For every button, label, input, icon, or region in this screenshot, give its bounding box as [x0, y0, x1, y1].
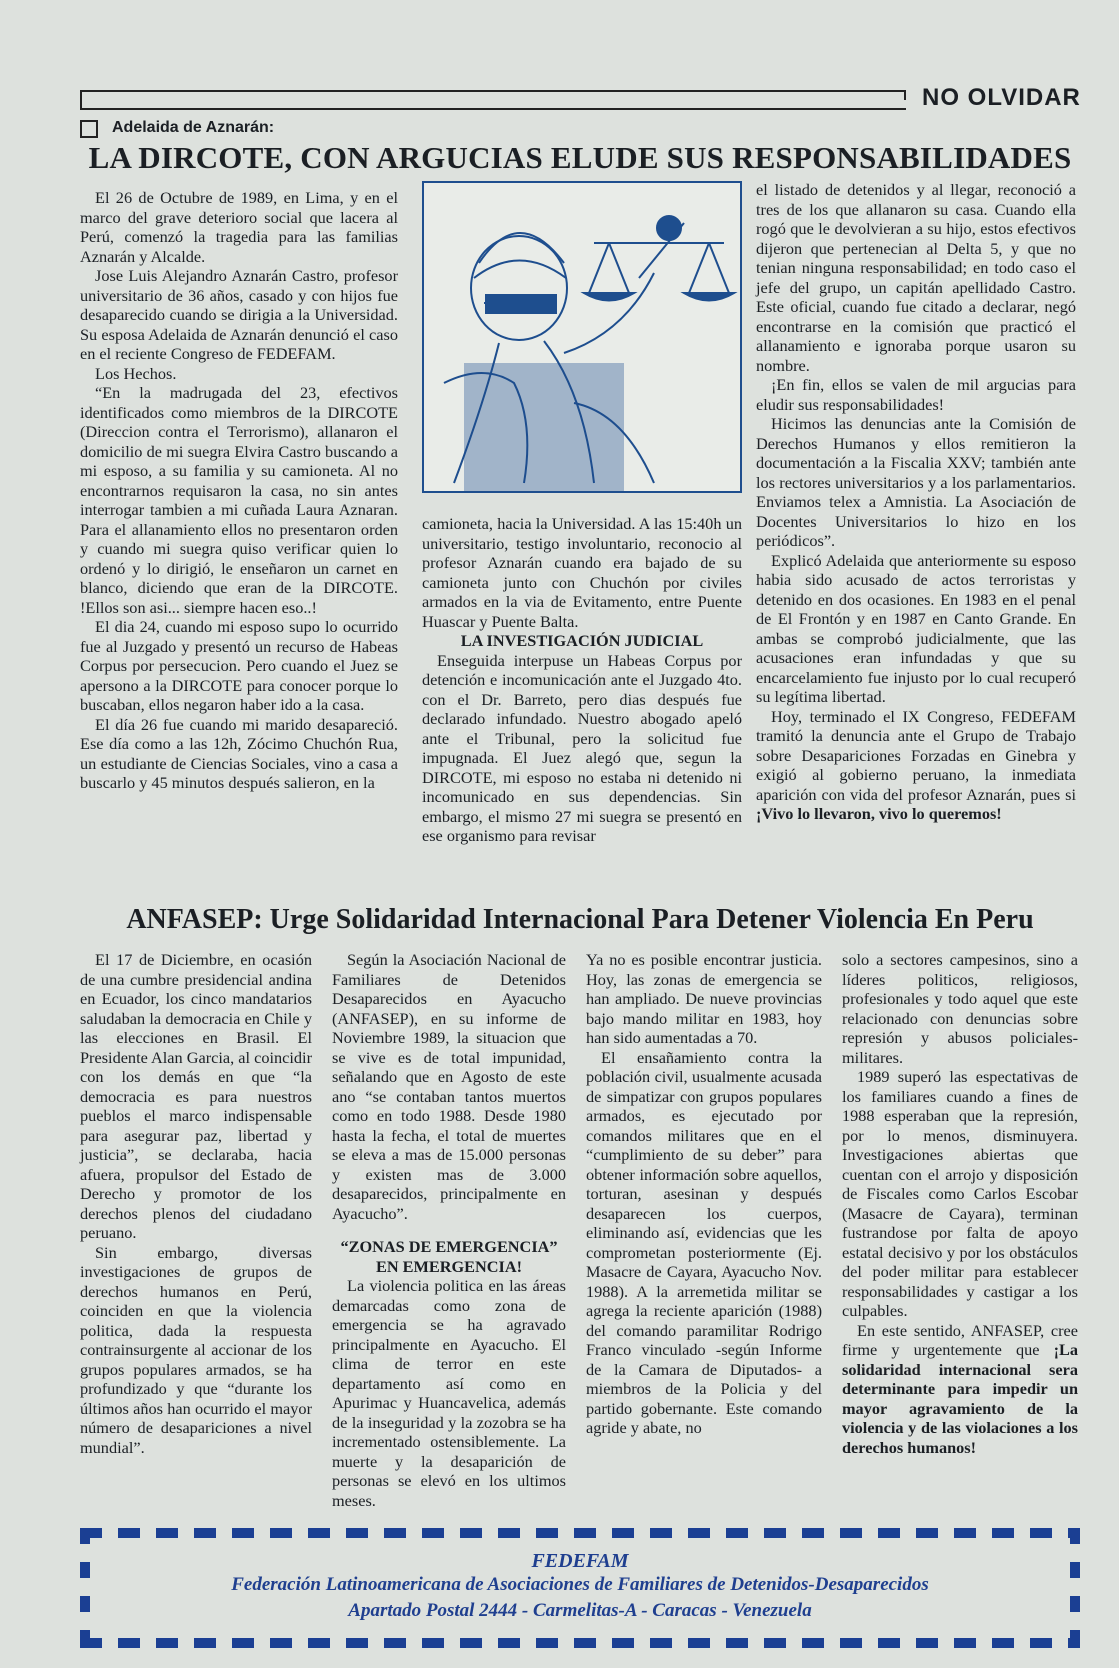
paragraph: El 17 de Diciembre, en ocasión de una cumbre presidencial andina en Ecuador, los cinco mandatarios saludaban la democracia en Chile y las elecciones en Brasil. El Presidente Alan Garcia, al coincidir con los demás en que “la democracia es para nuestros pueblos el marco indispensable para asegurar paz, libertad y justicia”, se declaraba, hacia afuera, propulsor del Estado de Derecho y promotor de los derechos plenos del ciudadano peruano. — [80, 950, 312, 1242]
paragraph: Ya no es posible encontrar justicia. Hoy, las zonas de emergencia se han ampliado. De nueve provincias bajo mando militar en 1983, hoy han sido aumentadas a 70. — [586, 950, 822, 1047]
footer-org-full: Federación Latinoamericana de Asociaciones de Familiares de Detenidos-Desaparecidos — [231, 1574, 929, 1595]
paragraph: El 26 de Octubre de 1989, en Lima, y en el marco del grave deterioro social que lacera al Perú, comenzó la tragedia para las familias Aznarán y Alcalde. — [80, 188, 398, 266]
closing-slogan: ¡Vivo lo llevaron, vivo lo queremos! — [756, 804, 1002, 823]
paragraph: Jose Luis Alejandro Aznarán Castro, profesor universitario de 36 años, casado y con hijos fue desaparecido cuando se dirigia a la Universidad. Su esposa Adelaida de Aznarán denunció el caso en el reciente Congreso de FEDEFAM. — [80, 266, 398, 363]
article1-headline: LA DIRCOTE, CON ARGUCIAS ELUDE SUS RESPONSABILIDADES — [88, 140, 1072, 175]
article1-byline: Adelaida de Aznarán: — [112, 119, 275, 136]
article2-column-2 — [332, 950, 566, 1510]
section-tag: NO OLVIDAR — [922, 84, 1081, 111]
article1-column-2 — [422, 514, 742, 846]
paragraph: Los Hechos. — [95, 363, 177, 383]
paragraph: solo a sectores campesinos, sino a líderes politicos, religiosos, profesionales y todo aquel que este relacionado con denuncias sobre represión y abusos policiales-militares. — [842, 950, 1078, 1067]
article2-column-4 — [842, 950, 1078, 1457]
blindfolded-justice-icon — [424, 183, 740, 491]
paragraph: Explicó Adelaida que anteriormente su esposo habia sido acusado de actos terroristas y detenido en dos ocasiones. En 1983 en el penal de El Frontón y en 1987 en Canto Grande. En ambas se comprobó judicialmente, que las acusaciones eran infundadas y que su encarcelamiento fue injusto por lo cual recuperó su legítima libertad. — [756, 550, 1076, 706]
article2-headline: ANFASEP: Urge Solidaridad Internacional Para Detener Violencia En Peru — [126, 904, 1034, 935]
article1-column-3 — [756, 180, 1076, 824]
footer-top-border — [80, 1528, 1080, 1538]
subheading: “ZONAS DE EMERGENCIA” EN EMERGENCIA! — [340, 1237, 558, 1276]
article1-column-1 — [80, 188, 398, 793]
paragraph-text: En este sentido, ANFASEP, cree firme y urgentemente que — [842, 1320, 1078, 1359]
subheading: LA INVESTIGACIÓN JUDICIAL — [460, 631, 704, 650]
paragraph: camioneta, hacia la Universidad. A las 15:40h un universitario, testigo involuntario, reconocio al profesor Aznarán cuando era bajado de su camioneta junto con Chuchón por civiles armados en la via de Evitamento, entre Puente Huascar y Puente Balta. — [422, 514, 742, 631]
footer-org-short: FEDEFAM — [531, 1550, 629, 1572]
justice-illustration — [422, 181, 742, 493]
footer-bottom-border — [80, 1638, 1080, 1648]
paragraph — [842, 1321, 1078, 1458]
article2-column-1 — [80, 950, 312, 1457]
article2-column-3 — [586, 950, 822, 1438]
paragraph: El ensañamiento contra la población civil, usualmente acusada de simpatizar con grupos populares armados, es ejecutado por comandos militares que en el “cumplimiento de su deber” para obtener información sobre aquellos, torturan, asesinan y después desaparecen los cuerpos, eliminando así, evidencias que les comprometan posteriormente (Ej. Masacre de Cayara, Ayacucho Nov. 1988). A la arremetida militar se agrega la reciente aparición (1988) del comando paramilitar Rodrigo Franco vinculado -según Informe de la Camara de Diputados- a miembros de la Policia y del partido gobernante. Este comando agride y abate, no — [586, 1047, 822, 1437]
paragraph: Enseguida interpuse un Habeas Corpus por detención e incomunicación ante el Juzgado 4to. con el Dr. Barreto, pero dias después fue declarado infundado. Nuestro abogado apeló ante el Tribunal, pero la solicitud fue impugnada. El Juez alegó que, segun la DIRCOTE, mi esposo no estaba ni detenido ni incomunicado en sus dependencias. Sin embargo, el mismo 27 mi suegra se presentó en ese organismo para revisar — [422, 650, 742, 845]
fedefam-footer — [80, 1528, 1080, 1648]
paragraph: El día 26 fue cuando mi marido desapareció. Ese día como a las 12h, Zócimo Chuchón Rua, un estudiante de Ciencias Sociales, vino a casa a buscarlo y 45 minutos después salieron, en la — [80, 714, 398, 792]
paragraph: ¡En fin, ellos se valen de mil argucias para eludir sus responsabilidades! — [756, 375, 1076, 414]
paragraph: La violencia politica en las áreas demarcadas como zona de emergencia se ha agravado principalmente en Ayacucho. El clima de terror en este departamento así como en Apurimac y Huancavelica, además de la inseguridad y la zozobra se ha incrementado ostensiblemente. La muerte y la desaparición de personas se elevó en los ultimos meses. — [332, 1276, 566, 1510]
paragraph: Sin embargo, diversas investigaciones de grupos de derechos humanos en Perú, coinciden en que la violencia politica, dada la respuesta contrainsurgente al accionar de los grupos populares armados, se ha profundizado y que “durante los últimos años han ocurrido el mayor número de desapariciones a nivel mundial”. — [80, 1242, 312, 1457]
paragraph: el listado de detenidos y al llegar, reconoció a tres de los que allanaron su casa. Cuando ella rogó que le devolvieran a su hijo, estos efectivos dijeron que pertenecian al Delta 5, y que no tenian ninguna responsabilidad; en todo caso el jefe del grupo, un capitán apellidado Castro. Este oficial, cuando fue citado a declarar, negó encontrarse en la comisión que practicó el allanamiento e ignoraba porque usaron su nombre. — [756, 180, 1076, 375]
paragraph: “En la madrugada del 23, efectivos identificados como miembros de la DIRCOTE (Direccion contra el Terrorismo), allanaron el domicilio de mi suegra Elvira Castro buscando a mi esposo, a su familia y su camioneta. Al no encontrarnos requisaron la casa, no sin antes interrogar tambien a mi cuñada Laura Aznaran. Para el allanamiento ellos no presentaron orden y cuando mi suegra quiso verificar quien lo ordenó y lo dirigió, le enseñaron un carnet en blanco, diciendo que eran de la DIRCOTE. !Ellos son asi... siempre hacen eso..! — [80, 383, 398, 617]
paragraph: Según la Asociación Nacional de Familiares de Detenidos Desaparecidos en Ayacucho (ANFASEP), en su informe de Noviembre 1989, la situacion que se vive es de total impunidad, señalando que en Agosto de este ano “se contaban tantos muertos como en todo 1988. Desde 1980 hasta la fecha, el total de muertes se eleva a mas de 15.000 personas y existen mas de 3.000 desaparecidos, principalmente en Ayacucho”. — [332, 950, 566, 1223]
paragraph: 1989 superó las espectativas de los familiares cuando a fines de 1988 esperaban que la represión, por lo menos, disminuyera. Investigaciones abiertas que cuentan con el arrojo y disposición de Fiscales como Carlos Escobar (Masacre de Cayara), terminan fustrandose por falta de apoyo estatal decisivo y por los obstáculos del poder militar para establecer responsabilidades y castigar a los culpables. — [842, 1067, 1078, 1320]
paragraph-text: Hoy, terminado el IX Congreso, FEDEFAM tramitó la denuncia ante el Grupo de Trabajo sobre Desapariciones Forzadas en Ginebra y exigió al gobierno peruano, la inmediata aparición con vida del profesor Aznarán, pues si — [756, 706, 1076, 804]
paragraph: El dia 24, cuando mi esposo supo lo ocurrido fue al Juzgado y presentó un recurso de Habeas Corpus por persecucion. Pero cuando el Juez se apersono a la DIRCOTE para conocer porque lo buscaban, ellos negaron haber ido a la casa. — [80, 617, 398, 714]
byline-checkbox-icon — [80, 120, 98, 138]
header-rule — [80, 90, 906, 110]
paragraph: Hicimos las denuncias ante la Comisión de Derechos Humanos y ellos remitieron la documentación a la Fiscalia XXV; también ante los rectores universitarios y a los parlamentarios. Enviamos telex a Amnistia. La Asociación de Docentes Universitarios lo hizo en los periódicos”. — [756, 414, 1076, 550]
paragraph — [756, 707, 1076, 824]
footer-address: Apartado Postal 2444 - Carmelitas-A - Caracas - Venezuela — [348, 1600, 812, 1621]
closing-appeal: ¡La solidaridad internacional sera determinante para impedir un mayor agravamiento de la violencia y de las violaciones a los derechos humanos! — [842, 1340, 1078, 1457]
